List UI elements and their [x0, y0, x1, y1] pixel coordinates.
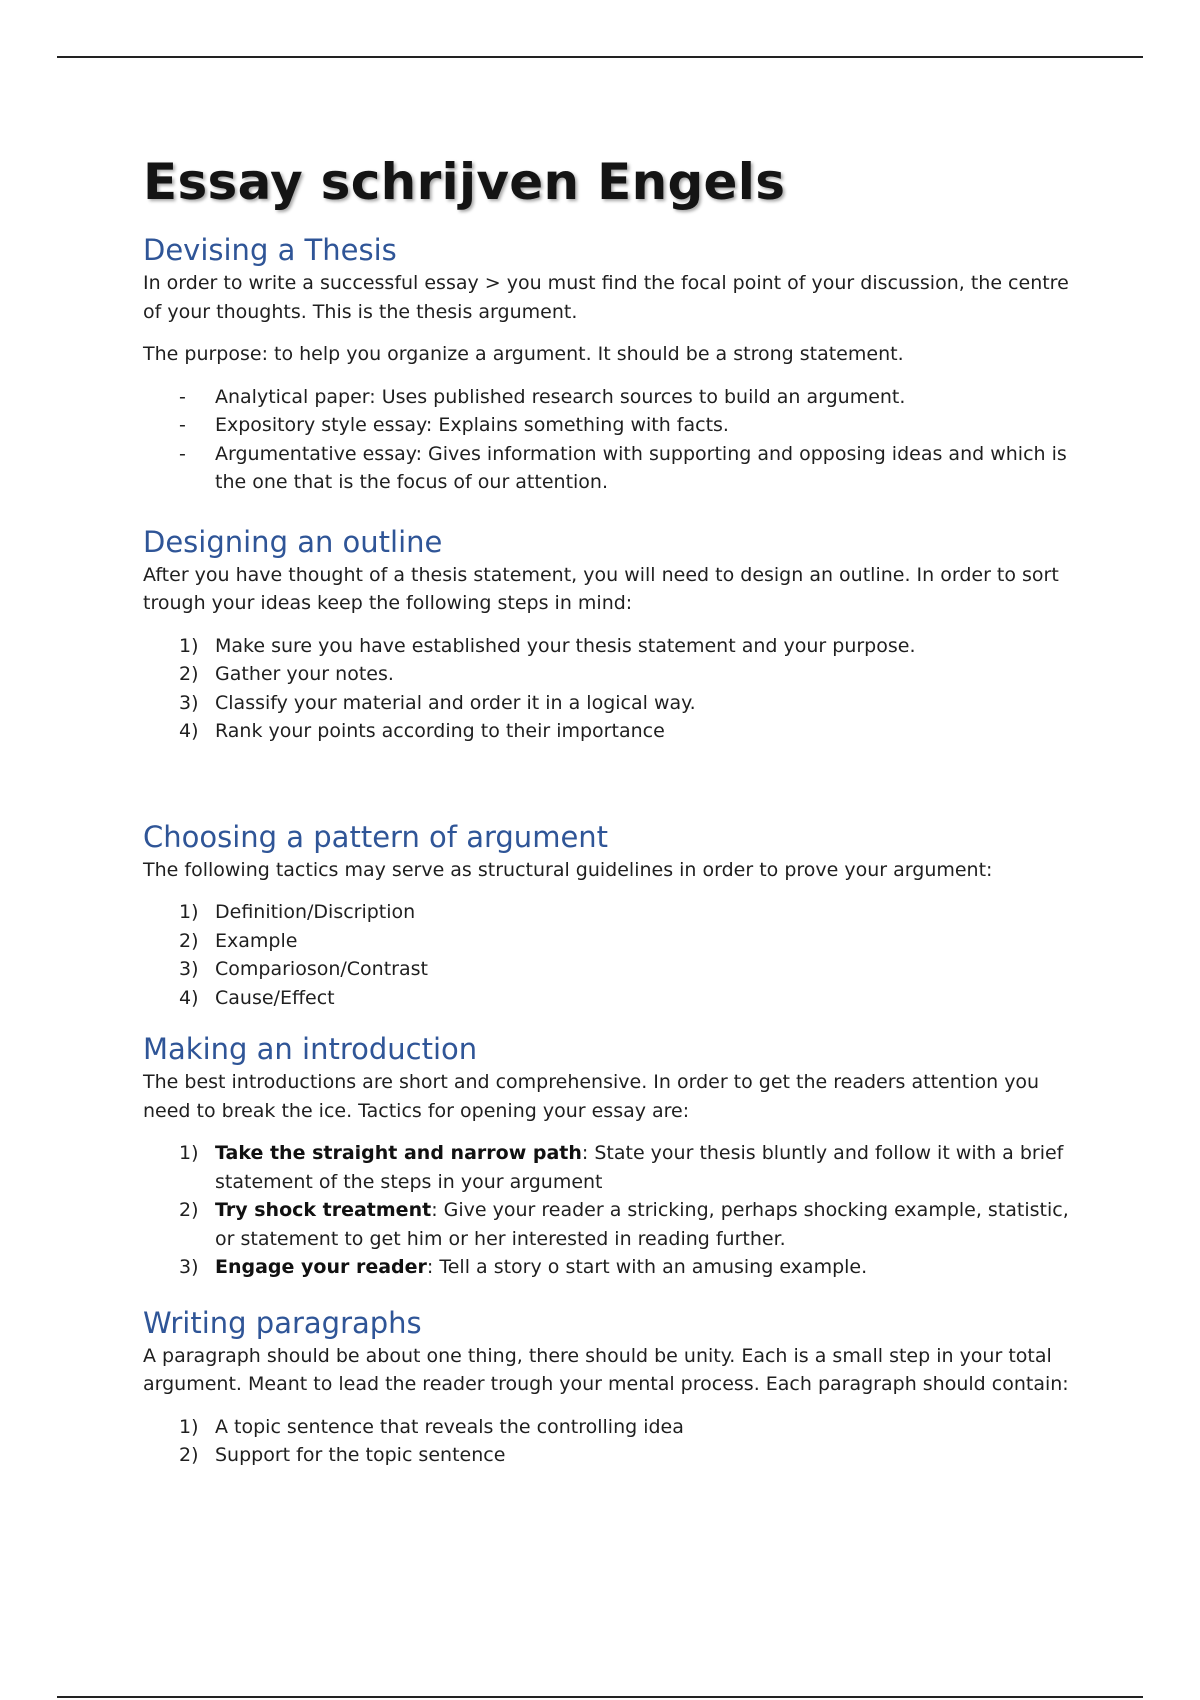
tactic-label: Take the straight and narrow path — [215, 1142, 582, 1164]
list-item — [143, 411, 1073, 440]
paragraphs-paragraph-1: A paragraph should be about one thing, there should be unity. Each is a small step in your total argument. Meant to lead the reader trough your mental process. Each paragraph should contain: — [143, 1344, 1069, 1395]
list-item — [143, 1413, 1073, 1442]
section-introduction — [143, 1030, 1073, 1282]
list-number: 4) — [179, 720, 199, 742]
list-item-text: : Give your reader a stricking, perhaps shocking example, statistic, or statement to get him or her interested in reading further. — [215, 1199, 1069, 1250]
list-number: 2) — [179, 663, 199, 685]
heading-making-introduction: Making an introduction — [143, 1032, 478, 1066]
section-pattern — [143, 818, 1073, 1013]
list-item — [143, 1139, 1073, 1196]
list-number: 1) — [179, 1142, 199, 1164]
list-number: 1) — [179, 901, 199, 923]
list-number: 3) — [179, 691, 199, 714]
list-item-text: : State your thesis bluntly and follow it with a brief statement of the steps in your argument — [215, 1142, 1064, 1193]
heading-designing-outline: Designing an outline — [143, 524, 443, 559]
list-item — [143, 660, 1073, 689]
document-title: Essay schrijven Engels — [143, 153, 786, 211]
dash-bullet: - — [179, 385, 186, 408]
list-item — [143, 955, 1073, 984]
heading-devising-thesis: Devising a Thesis — [143, 233, 397, 267]
paragraphs-numbered-list — [143, 1413, 1073, 1470]
list-item — [143, 1196, 1073, 1253]
list-item — [143, 383, 1073, 412]
list-item — [143, 1441, 1073, 1470]
list-item — [143, 1253, 1073, 1282]
list-item-text: Comparioson/Contrast — [215, 958, 428, 980]
heading-writing-paragraphs: Writing paragraphs — [143, 1305, 422, 1340]
list-item — [143, 984, 1073, 1013]
thesis-bullet-list — [143, 383, 1073, 497]
section-thesis — [143, 231, 1073, 497]
list-number: 1) — [179, 1415, 199, 1438]
list-item-text: Gather your notes. — [215, 663, 394, 685]
tactic-label: Try shock treatment — [215, 1199, 432, 1221]
list-item-text: Expository style essay: Explains something with facts. — [215, 414, 729, 436]
outline-paragraph-1: After you have thought of a thesis statement, you will need to design an outline. In order to sort trough your ideas keep the following steps in mind: — [143, 563, 1059, 614]
tactic-label: Engage your reader — [215, 1256, 427, 1278]
introduction-paragraph-1: The best introductions are short and comprehensive. In order to get the readers attention you need to break the ice. Tactics for opening your essay are: — [143, 1071, 1040, 1122]
heading-choosing-pattern: Choosing a pattern of argument — [143, 819, 609, 854]
list-item-text: Definition/Discription — [215, 901, 416, 923]
thesis-paragraph-1: In order to write a successful essay > you must find the focal point of your discussion, the centre of your thoughts. This is the thesis argument. — [143, 272, 1069, 323]
list-item — [143, 898, 1073, 927]
list-item-text: Argumentative essay: Gives information with supporting and opposing ideas and which is the one that is the focus of our attention. — [215, 442, 1067, 493]
list-number: 1) — [179, 634, 199, 657]
list-item-text: Make sure you have established your thesis statement and your purpose. — [215, 634, 916, 657]
list-item-text: A topic sentence that reveals the controlling idea — [215, 1415, 684, 1438]
list-number: 2) — [179, 1199, 199, 1221]
section-outline — [143, 523, 1073, 746]
document-body — [143, 146, 1073, 1470]
top-rule — [57, 56, 1143, 58]
pattern-numbered-list — [143, 898, 1073, 1012]
list-item — [143, 927, 1073, 956]
list-number: 2) — [179, 929, 199, 952]
list-item-text: Rank your points according to their importance — [215, 720, 665, 742]
bottom-rule — [57, 1696, 1143, 1698]
outline-numbered-list — [143, 632, 1073, 746]
dash-bullet: - — [179, 442, 186, 465]
dash-bullet: - — [179, 414, 186, 436]
list-item-text: Analytical paper: Uses published research sources to build an argument. — [215, 385, 906, 408]
list-item-text: Cause/Effect — [215, 986, 335, 1009]
list-item — [143, 632, 1073, 661]
thesis-paragraph-2: The purpose: to help you organize a argument. It should be a strong statement. — [143, 343, 904, 365]
list-item-text: Classify your material and order it in a logical way. — [215, 691, 696, 714]
list-number: 2) — [179, 1444, 199, 1466]
section-paragraphs — [143, 1304, 1073, 1470]
list-item-text: Support for the topic sentence — [215, 1444, 506, 1466]
list-item-text: Example — [215, 929, 298, 952]
pattern-paragraph-1: The following tactics may serve as structural guidelines in order to prove your argument: — [143, 858, 993, 881]
list-number: 3) — [179, 958, 199, 980]
list-item — [143, 440, 1073, 497]
list-item-text: : Tell a story o start with an amusing example. — [426, 1256, 868, 1278]
list-number: 4) — [179, 986, 199, 1009]
introduction-numbered-list — [143, 1139, 1073, 1282]
list-item — [143, 689, 1073, 718]
list-item — [143, 717, 1073, 746]
list-number: 3) — [179, 1256, 199, 1278]
